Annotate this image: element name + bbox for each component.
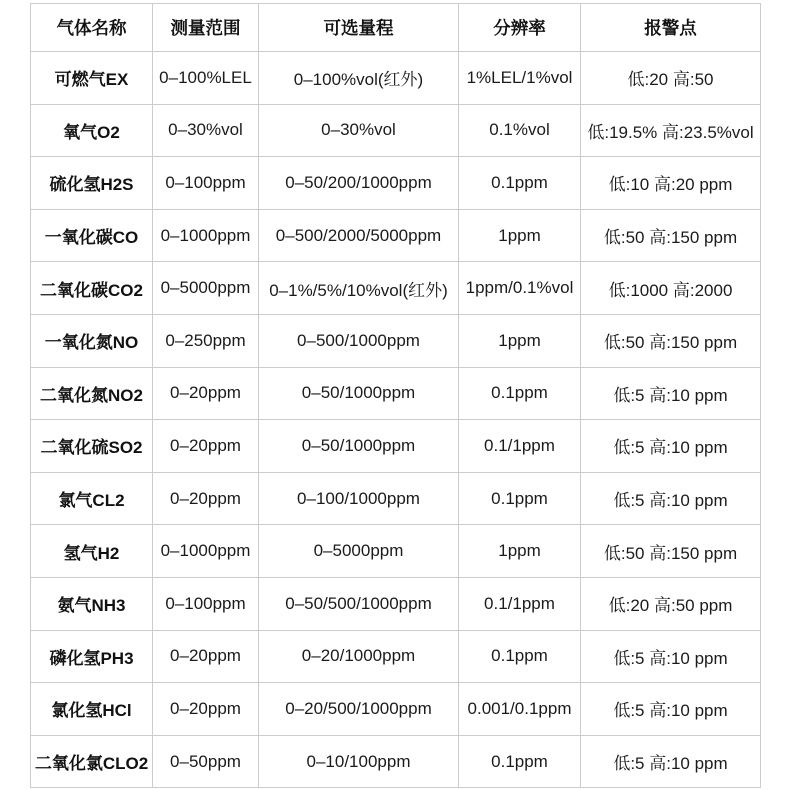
measure-range-cell: 0–20ppm (153, 683, 259, 736)
optional-range-cell: 0–50/1000ppm (259, 367, 459, 420)
optional-range-cell: 0–50/1000ppm (259, 420, 459, 473)
alarm-point-cell: 低:5 高:10 ppm (581, 735, 761, 788)
gas-name-cell: 氯化氢HCl (31, 683, 153, 736)
gas-name-cell: 硫化氢H2S (31, 157, 153, 210)
table-row (31, 157, 761, 210)
gas-name-cell: 一氧化氮NO (31, 314, 153, 367)
resolution-cell: 1ppm (459, 209, 581, 262)
resolution-cell: 0.1ppm (459, 472, 581, 525)
header-row (31, 4, 761, 52)
alarm-point-cell: 低:50 高:150 ppm (581, 209, 761, 262)
alarm-point-cell: 低:50 高:150 ppm (581, 314, 761, 367)
gas-name-cell: 氧气O2 (31, 104, 153, 157)
gas-name-cell: 氨气NH3 (31, 577, 153, 630)
alarm-point-cell: 低:19.5% 高:23.5%vol (581, 104, 761, 157)
alarm-point-cell: 低:20 高:50 ppm (581, 577, 761, 630)
optional-range-cell: 0–50/200/1000ppm (259, 157, 459, 210)
resolution-cell: 0.1ppm (459, 630, 581, 683)
column-header-resolution: 分辨率 (459, 4, 581, 52)
table-row (31, 735, 761, 788)
table-row (31, 52, 761, 105)
gas-name-cell: 一氧化碳CO (31, 209, 153, 262)
alarm-point-cell: 低:5 高:10 ppm (581, 367, 761, 420)
gas-name-cell: 氯气CL2 (31, 472, 153, 525)
gas-name-cell: 磷化氢PH3 (31, 630, 153, 683)
alarm-point-cell: 低:5 高:10 ppm (581, 420, 761, 473)
resolution-cell: 1ppm (459, 314, 581, 367)
gas-name-cell: 二氧化硫SO2 (31, 420, 153, 473)
optional-range-cell: 0–500/2000/5000ppm (259, 209, 459, 262)
column-header-gas-name: 气体名称 (31, 4, 153, 52)
gas-name-cell: 氢气H2 (31, 525, 153, 578)
measure-range-cell: 0–1000ppm (153, 525, 259, 578)
alarm-point-cell: 低:5 高:10 ppm (581, 683, 761, 736)
measure-range-cell: 0–20ppm (153, 420, 259, 473)
table-row (31, 525, 761, 578)
measure-range-cell: 0–5000ppm (153, 262, 259, 315)
optional-range-cell: 0–20/1000ppm (259, 630, 459, 683)
table-row (31, 683, 761, 736)
alarm-point-cell: 低:10 高:20 ppm (581, 157, 761, 210)
alarm-point-cell: 低:20 高:50 (581, 52, 761, 105)
measure-range-cell: 0–100ppm (153, 157, 259, 210)
optional-range-cell: 0–100%vol(红外) (259, 52, 459, 105)
table-row (31, 367, 761, 420)
alarm-point-cell: 低:50 高:150 ppm (581, 525, 761, 578)
resolution-cell: 0.1/1ppm (459, 577, 581, 630)
resolution-cell: 0.1ppm (459, 157, 581, 210)
table-row (31, 209, 761, 262)
column-header-optional-range: 可选量程 (259, 4, 459, 52)
optional-range-cell: 0–1%/5%/10%vol(红外) (259, 262, 459, 315)
resolution-cell: 0.1/1ppm (459, 420, 581, 473)
column-header-measure-range: 测量范围 (153, 4, 259, 52)
table-row (31, 104, 761, 157)
measure-range-cell: 0–1000ppm (153, 209, 259, 262)
resolution-cell: 1%LEL/1%vol (459, 52, 581, 105)
optional-range-cell: 0–500/1000ppm (259, 314, 459, 367)
resolution-cell: 1ppm (459, 525, 581, 578)
table-row (31, 472, 761, 525)
measure-range-cell: 0–20ppm (153, 472, 259, 525)
optional-range-cell: 0–100/1000ppm (259, 472, 459, 525)
table-row (31, 577, 761, 630)
gas-spec-table-container (30, 3, 760, 788)
table-row (31, 262, 761, 315)
optional-range-cell: 0–50/500/1000ppm (259, 577, 459, 630)
alarm-point-cell: 低:1000 高:2000 (581, 262, 761, 315)
optional-range-cell: 0–30%vol (259, 104, 459, 157)
measure-range-cell: 0–50ppm (153, 735, 259, 788)
measure-range-cell: 0–100ppm (153, 577, 259, 630)
measure-range-cell: 0–250ppm (153, 314, 259, 367)
gas-name-cell: 可燃气EX (31, 52, 153, 105)
column-header-alarm-point: 报警点 (581, 4, 761, 52)
optional-range-cell: 0–5000ppm (259, 525, 459, 578)
measure-range-cell: 0–30%vol (153, 104, 259, 157)
gas-name-cell: 二氧化氯CLO2 (31, 735, 153, 788)
resolution-cell: 0.001/0.1ppm (459, 683, 581, 736)
gas-name-cell: 二氧化氮NO2 (31, 367, 153, 420)
gas-spec-table (30, 3, 761, 788)
gas-name-cell: 二氧化碳CO2 (31, 262, 153, 315)
table-row (31, 314, 761, 367)
resolution-cell: 0.1%vol (459, 104, 581, 157)
resolution-cell: 0.1ppm (459, 735, 581, 788)
resolution-cell: 1ppm/0.1%vol (459, 262, 581, 315)
optional-range-cell: 0–20/500/1000ppm (259, 683, 459, 736)
alarm-point-cell: 低:5 高:10 ppm (581, 630, 761, 683)
measure-range-cell: 0–20ppm (153, 367, 259, 420)
alarm-point-cell: 低:5 高:10 ppm (581, 472, 761, 525)
measure-range-cell: 0–100%LEL (153, 52, 259, 105)
table-row (31, 420, 761, 473)
resolution-cell: 0.1ppm (459, 367, 581, 420)
table-row (31, 630, 761, 683)
measure-range-cell: 0–20ppm (153, 630, 259, 683)
optional-range-cell: 0–10/100ppm (259, 735, 459, 788)
